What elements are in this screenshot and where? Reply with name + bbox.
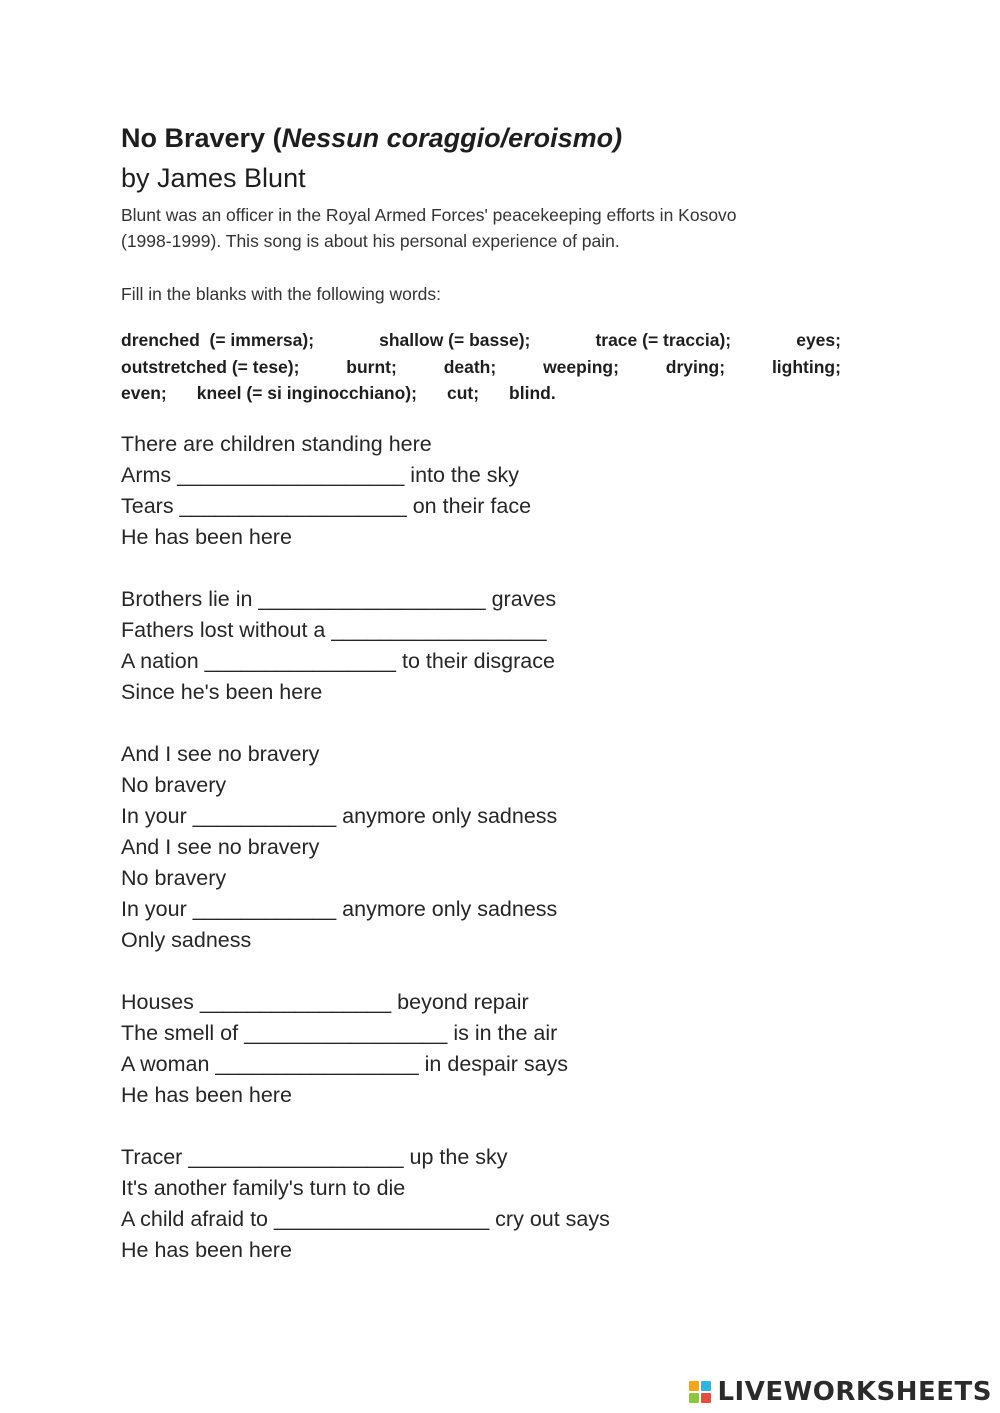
lyric-line: There are children standing here (121, 431, 432, 456)
fill-in-line: Fathers lost without a __________________ (121, 617, 547, 642)
fill-in-line: Tears ___________________ on their face (121, 493, 532, 518)
logo-text: LIVEWORKSHEETS (717, 1377, 992, 1407)
verse (121, 1142, 861, 1266)
logo-square (689, 1381, 699, 1391)
verse (121, 584, 861, 708)
verse (121, 429, 861, 553)
word-bank-item: kneel (= si inginocchiano); (196, 383, 417, 403)
lyric-line: He has been here (121, 524, 292, 549)
fill-in-line: A woman _________________ in despair says (121, 1051, 569, 1076)
fill-in-line: In your ____________ anymore only sadness (121, 896, 558, 921)
word-bank-item: trace (= traccia); (595, 330, 732, 350)
lyric-line: He has been here (121, 1082, 292, 1107)
page-title (121, 118, 861, 158)
fill-in-line: In your ____________ anymore only sadness (121, 803, 558, 828)
verse (121, 987, 861, 1111)
lyric-line: It's another family's turn to die (121, 1175, 406, 1200)
intro-line-1: Blunt was an officer in the Royal Armed Forces' peacekeeping efforts in Kosovo (121, 205, 737, 225)
word-bank-item: death; (443, 356, 497, 377)
word-bank-item: eyes; (796, 330, 841, 350)
logo-square (689, 1393, 699, 1403)
lyrics (121, 429, 861, 1266)
lyric-line: No bravery (121, 865, 227, 890)
fill-in-line: A child afraid to __________________ cry out says (121, 1206, 610, 1231)
fill-in-line: Houses ________________ beyond repair (121, 989, 529, 1014)
fill-in-line: A nation ________________ to their disgrace (121, 648, 555, 673)
word-bank-item: cut; (446, 383, 480, 403)
intro-text (121, 202, 861, 254)
lyric-line: Only sadness (121, 927, 252, 952)
fill-in-line: Arms ___________________ into the sky (121, 462, 520, 487)
word-bank (121, 327, 861, 407)
word-bank-item: blind. (509, 383, 556, 403)
liveworksheets-logo[interactable] (689, 1376, 992, 1408)
word-bank-item: drying; (665, 356, 726, 377)
word-bank-item: drenched (= immersa); (121, 330, 315, 350)
word-bank-item: burnt; (346, 356, 397, 377)
verse (121, 739, 861, 956)
logo-square (701, 1393, 711, 1403)
title-plain: No Bravery ( (121, 123, 282, 153)
lyric-line: And I see no bravery (121, 834, 320, 859)
word-bank-item: even; (121, 383, 167, 403)
word-bank-item: weeping; (543, 356, 619, 377)
intro-line-2: (1998-1999). This song is about his personal experience of pain. (121, 231, 620, 251)
title-italic: Nessun coraggio/eroismo) (281, 123, 623, 153)
instruction-text: Fill in the blanks with the following words: (121, 284, 442, 304)
word-bank-item: shallow (= basse); (379, 330, 531, 350)
logo-square (701, 1381, 711, 1391)
word-bank-row (121, 354, 841, 381)
fill-in-line: Brothers lie in ___________________ graves (121, 586, 557, 611)
page-subtitle: by James Blunt (121, 163, 306, 193)
liveworksheets-logo-icon (689, 1381, 711, 1403)
word-bank-row (121, 380, 861, 407)
lyric-line: No bravery (121, 772, 227, 797)
lyric-line: And I see no bravery (121, 741, 320, 766)
word-bank-item: outstretched (= tese); (121, 356, 300, 377)
fill-in-line: Tracer __________________ up the sky (121, 1144, 508, 1169)
word-bank-row (121, 327, 841, 354)
fill-in-line: The smell of _________________ is in the air (121, 1020, 558, 1045)
worksheet (121, 118, 861, 1297)
word-bank-item: lighting; (771, 356, 841, 377)
lyric-line: He has been here (121, 1237, 292, 1262)
lyric-line: Since he's been here (121, 679, 323, 704)
